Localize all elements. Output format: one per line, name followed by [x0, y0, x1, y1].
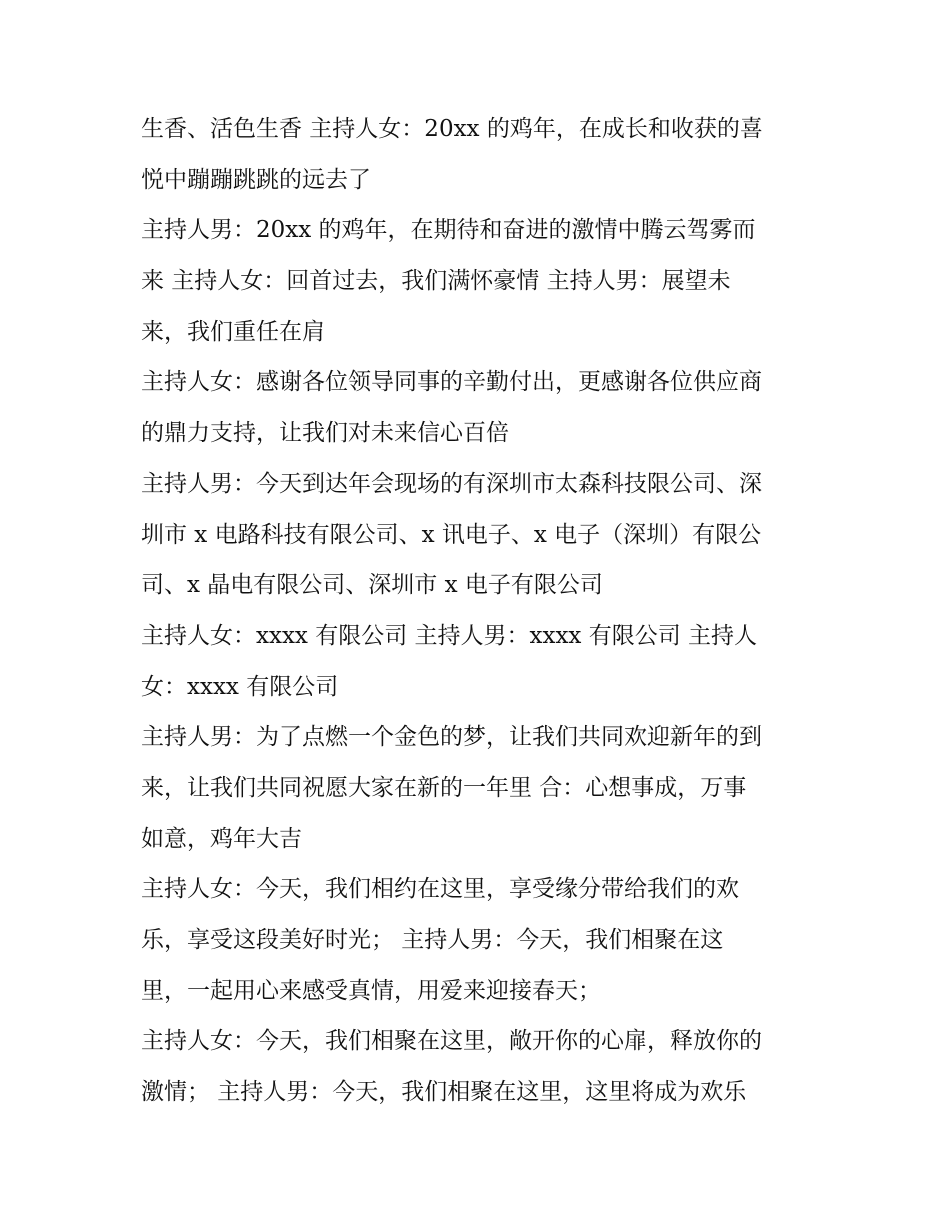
text-line: 女：xxxx 有限公司	[141, 673, 339, 700]
text-line: 主持人女：感谢各位领导同事的辛勤付出，更感谢各位供应商	[141, 369, 762, 396]
text-line: 主持人男：20xx 的鸡年，在期待和奋进的激情中腾云驾雾而	[141, 217, 756, 244]
document-body	[141, 104, 821, 1118]
text-line: 司、x 晶电有限公司、深圳市 x 电子有限公司	[141, 572, 603, 599]
text-line: 生香、活色生香 主持人女：20xx 的鸡年，在成长和收获的喜	[141, 116, 763, 142]
text-line: 主持人女：今天，我们相约在这里，享受缘分带给我们的欢	[141, 876, 739, 903]
text-line: 如意，鸡年大吉	[141, 825, 302, 852]
text-line: 激情； 主持人男：今天，我们相聚在这里，这里将成为欢乐	[141, 1079, 747, 1106]
text-line: 主持人女：xxxx 有限公司 主持人男：xxxx 有限公司 主持人	[141, 622, 758, 649]
text-line: 来，让我们共同祝愿大家在新的一年里 合：心想事成，万事	[141, 774, 747, 801]
text-line: 里，一起用心来感受真情，用爱来迎接春天；	[141, 977, 601, 1004]
text-line: 乐，享受这段美好时光； 主持人男：今天，我们相聚在这	[141, 927, 724, 953]
text-line: 来 主持人女：回首过去，我们满怀豪情 主持人男：展望未	[141, 268, 731, 295]
text-line: 主持人女：今天，我们相聚在这里，敞开你的心扉，释放你的	[141, 1028, 762, 1055]
text-line: 主持人男：今天到达年会现场的有深圳市太森科技限公司、深	[141, 470, 762, 497]
text-line: 的鼎力支持，让我们对未来信心百倍	[141, 420, 509, 447]
text-line: 主持人男：为了点燃一个金色的梦，让我们共同欢迎新年的到	[141, 724, 762, 751]
text-line: 悦中蹦蹦跳跳的远去了	[141, 166, 371, 193]
text-line: 圳市 x 电路科技有限公司、x 讯电子、x 电子（深圳）有限公	[141, 521, 762, 548]
text-line: 来，我们重任在肩	[141, 318, 325, 345]
